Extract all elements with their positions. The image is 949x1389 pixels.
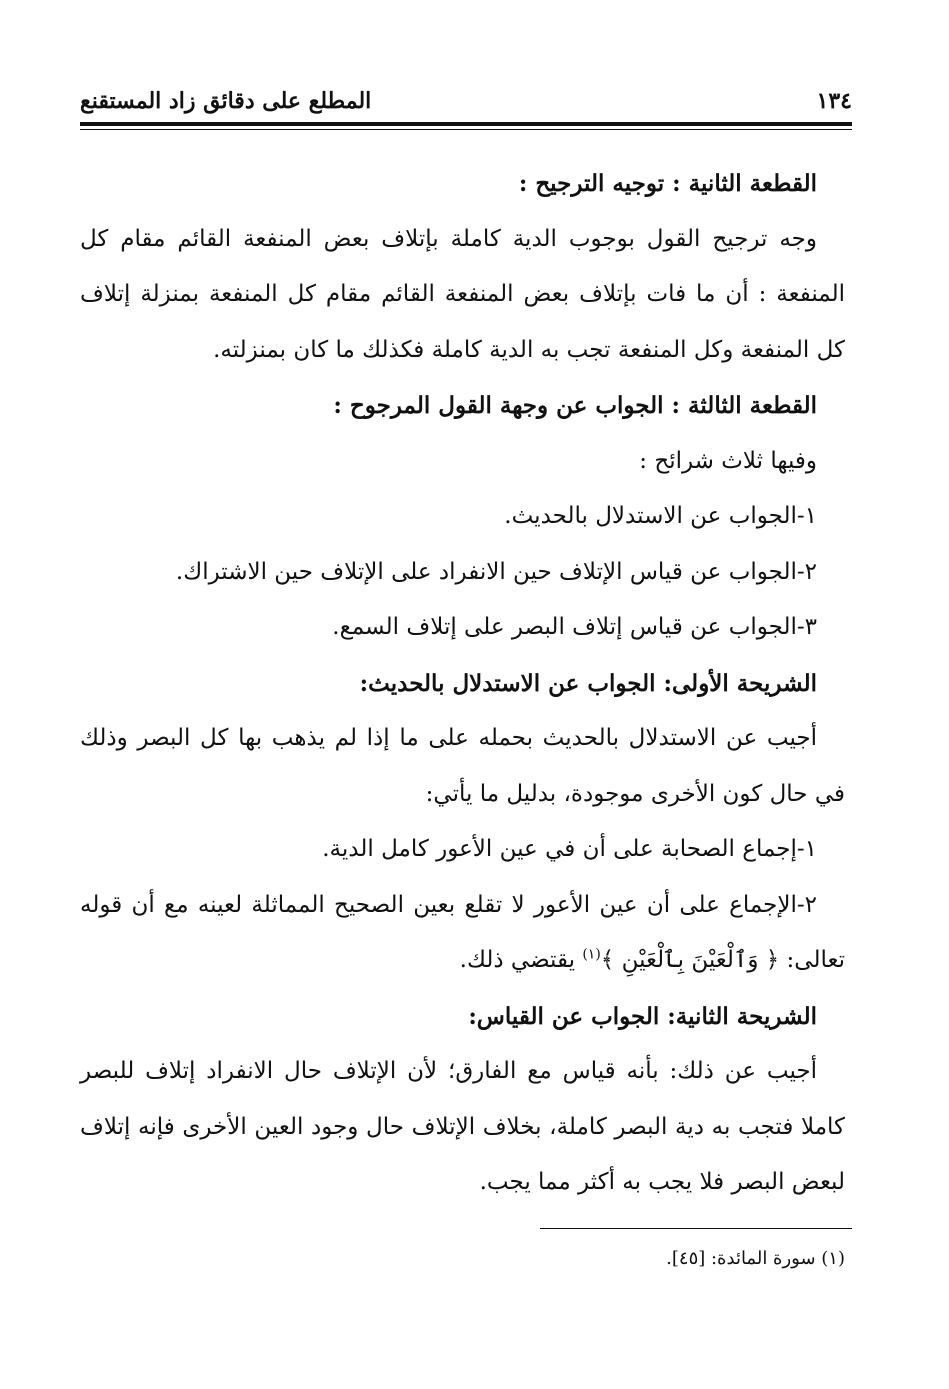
body-text: [80, 156, 845, 1211]
list-item: ١-إجماع الصحابة على أن في عين الأعور كامل الدية.: [322, 836, 817, 862]
paragraph: وفيها ثلاث شرائح :: [639, 447, 817, 474]
list-item-with-verse: [80, 878, 845, 989]
section-heading: الشريحة الثانية: الجواب عن القياس:: [468, 1002, 817, 1030]
list-item: ٣-الجواب عن قياس إتلاف البصر على إتلاف السمع.: [332, 614, 817, 640]
quran-verse: ﴿ وَٱلْعَيْنَ بِٱلْعَيْنِ ﴾: [600, 947, 780, 973]
running-title: المطلع على دقائق زاد المستقنع: [80, 88, 372, 114]
verse-line-before: ٢-الإجماع على أن عين الأعور لا تقلع بعين الصحيح المماثلة لعينه مع أن قوله تعالى:: [80, 891, 845, 973]
footnote: (١) سورة المائدة: [٤٥].: [666, 1248, 845, 1269]
section-heading: القطعة الثالثة : الجواب عن وجهة القول المرجوح :: [333, 392, 817, 419]
section-heading: الشريحة الأولى: الجواب عن الاستدلال بالحديث:: [359, 669, 817, 697]
footnote-separator: [540, 1228, 852, 1229]
page-header: [80, 84, 852, 124]
list-item: ٢-الجواب عن قياس الإتلاف حين الانفراد على الإتلاف حين الاشتراك.: [175, 558, 817, 585]
paragraph: أجيب عن الاستدلال بالحديث بحمله على ما إذا لم يذهب بها كل البصر وذلك في حال كون الأخرى موجودة، بدليل ما يأتي:: [80, 725, 845, 807]
section-heading: القطعة الثانية : توجيه الترجيح :: [518, 170, 817, 197]
list-item: ١-الجواب عن الاستدلال بالحديث.: [504, 503, 817, 529]
header-rule-thin: [80, 129, 852, 130]
paragraph: أجيب عن ذلك: بأنه قياس مع الفارق؛ لأن الإتلاف حال الانفراد إتلاف للبصر كاملا فتجب به دية البصر كاملة، بخلاف الإتلاف حال وجود العين الأخرى فإنه إتلاف لبعض البصر فلا يجب به أكثر مما يجب.: [80, 1058, 845, 1195]
footnote-marker: (١): [582, 946, 601, 963]
verse-line-after: يقتضي ذلك.: [459, 947, 583, 973]
page-number: ١٣٤: [816, 88, 852, 114]
paragraph: وجه ترجيح القول بوجوب الدية كاملة بإتلاف بعض المنفعة القائم مقام كل المنفعة : أن ما فات بإتلاف بعض المنفعة القائم مقام كل المنفعة بمنزلة إتلاف كل المنفعة وكل المنفعة تجب به الدية كاملة فكذلك ما كان بمنزلته.: [80, 225, 845, 363]
header-rule-thick: [80, 122, 852, 126]
